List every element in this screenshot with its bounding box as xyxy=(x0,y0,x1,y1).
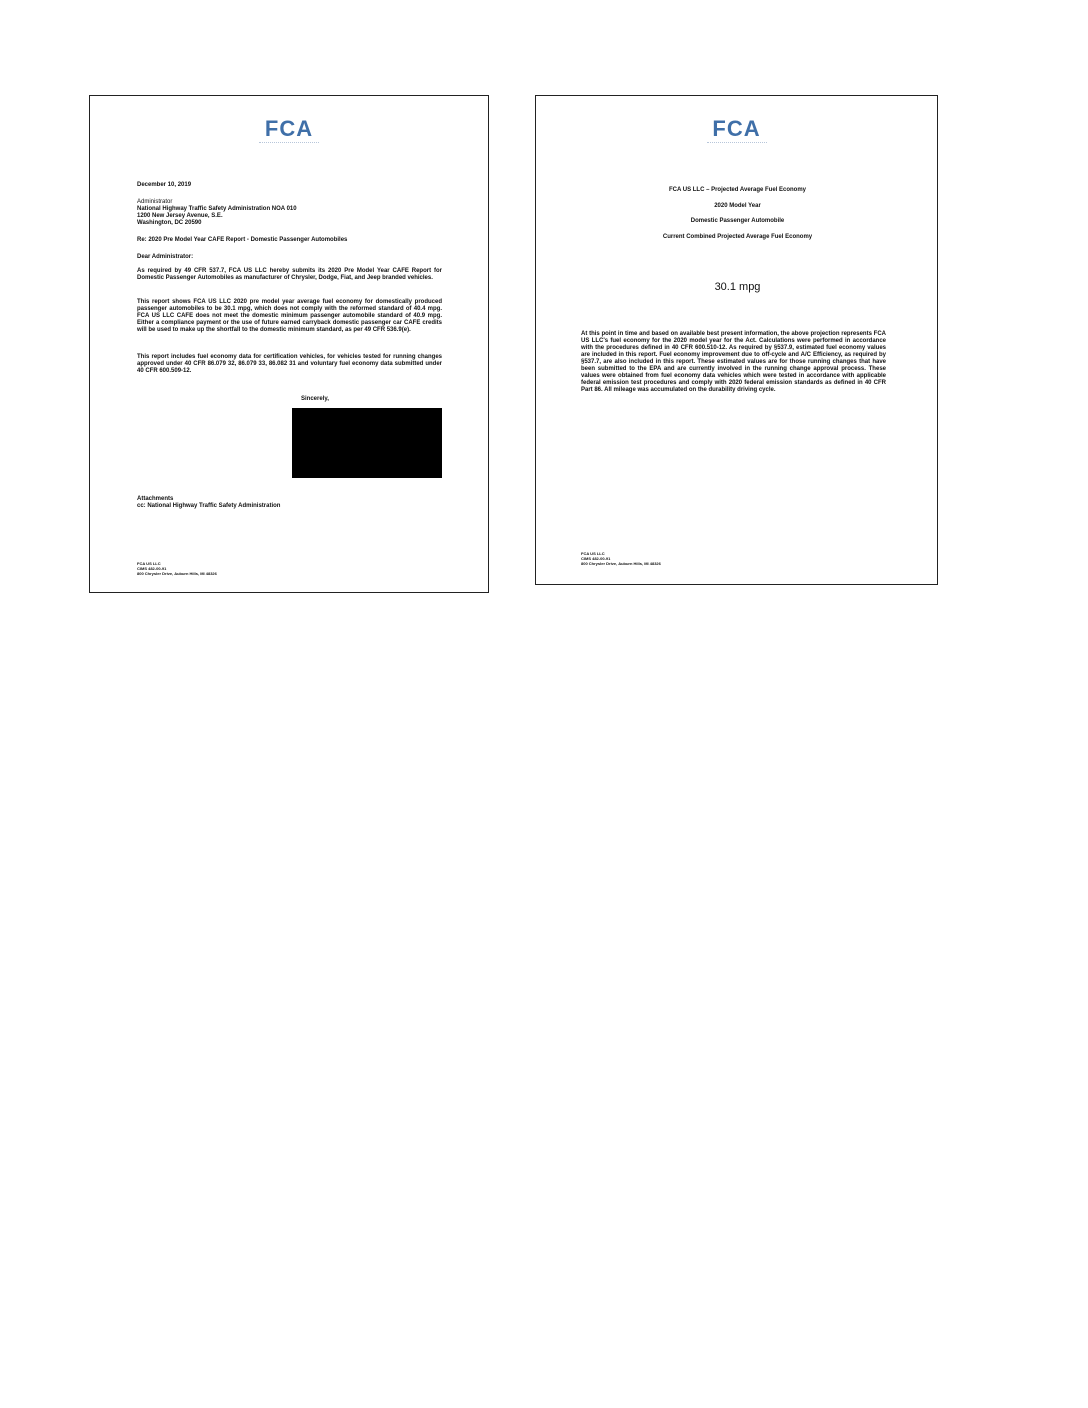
fca-logo xyxy=(90,118,488,148)
report-heading: FCA US LLC – Projected Average Fuel Economy xyxy=(668,187,807,193)
fca-logo xyxy=(536,118,937,148)
letter-footer xyxy=(137,561,257,576)
report-vehicle-class: Domestic Passenger Automobile xyxy=(690,218,785,224)
footer-line: 800 Chrysler Drive, Auburn Hills, MI 48326 xyxy=(137,571,217,576)
logo-tagline-line xyxy=(707,142,767,148)
report-footer xyxy=(581,551,701,566)
address-line: Administrator xyxy=(137,199,173,205)
closing: Sincerely, xyxy=(301,396,329,402)
paragraph-intro: As required by 49 CFR 537.7, FCA US LLC hereby submits its 2020 Pre Model Year CAFE Report for Domestic Passenger Automobiles as manufacturer of Chrysler, Dodge, Fiat, and Jeep branded vehicles. xyxy=(137,268,442,281)
fca-logo-text: FCA xyxy=(264,116,314,141)
salutation: Dear Administrator: xyxy=(137,254,194,260)
footer-line: CIMS 482-00-91 xyxy=(581,556,611,561)
footer-line: FCA US LLC xyxy=(137,561,161,566)
redacted-signature xyxy=(292,408,442,478)
letter-page xyxy=(89,95,489,593)
logo-tagline-line xyxy=(259,142,319,148)
address-line: Washington, DC 20590 xyxy=(137,220,202,226)
paragraph-compliance: This report shows FCA US LLC 2020 pre model year average fuel economy for domestically produced passenger automobiles to be 30.1 mpg, which does not comply with the reformed standard of 40.4 mpg. FCA US LLC CAFE does not meet the domestic minimum passenger automobile standard of 40.9 mpg. Either a compliance payment or the use of future earned carryback domestic passenger car CAFE credits will be used to make up the shortfall to the domestic minimum standard, as per 49 CFR 536.9(e). xyxy=(137,299,442,333)
paragraph-data-scope: This report includes fuel economy data for certification vehicles, for vehicles tested for running changes approved under 40 CFR 86.079 32, 86.079 33, 86.082 31 and voluntary fuel economy data submitted under 40 CFR 600.509-12. xyxy=(137,354,442,374)
address-line: 1200 New Jersey Avenue, S.E. xyxy=(137,213,223,219)
fca-logo-text: FCA xyxy=(712,116,761,141)
report-model-year: 2020 Model Year xyxy=(714,203,761,209)
report-page xyxy=(535,95,938,585)
report-metric-label: Current Combined Projected Average Fuel Economy xyxy=(662,234,813,240)
attachments-label: Attachments xyxy=(137,496,174,502)
report-explanation: At this point in time and based on available best present information, the above projection represents FCA US LLC's fuel economy for the 2020 model year for the Act. Calculations were performed in accordance with the procedures defined in 40 CFR 600.510-12. As required by §537.9, estimated fuel economy values are included in this report. Fuel economy improvement due to off-cycle and A/C Efficiency, as required by §537.7, are also included in this report. These estimated values are for those running changes that have been submitted to the EPA and are currently involved in the running change approval process. These values were obtained from fuel economy data vehicles which were tested in accordance with applicable federal emission test procedures and comply with 2020 federal emission standards as defined in 40 CFR Part 86. All mileage was accumulated on the durability driving cycle. xyxy=(581,331,886,393)
footer-line: FCA US LLC xyxy=(581,551,605,556)
subject-line: Re: 2020 Pre Model Year CAFE Report - Domestic Passenger Automobiles xyxy=(137,237,348,243)
fuel-economy-value: 30.1 mpg xyxy=(714,281,761,293)
address-line: National Highway Traffic Safety Administration NOA 010 xyxy=(137,206,297,212)
attachments-block xyxy=(137,496,397,510)
footer-line: 800 Chrysler Drive, Auburn Hills, MI 48326 xyxy=(581,561,661,566)
recipient-address xyxy=(137,199,397,227)
cc-line: cc: National Highway Traffic Safety Administration xyxy=(137,503,281,509)
letter-date: December 10, 2019 xyxy=(137,182,192,188)
footer-line: CIMS 482-00-91 xyxy=(137,566,167,571)
